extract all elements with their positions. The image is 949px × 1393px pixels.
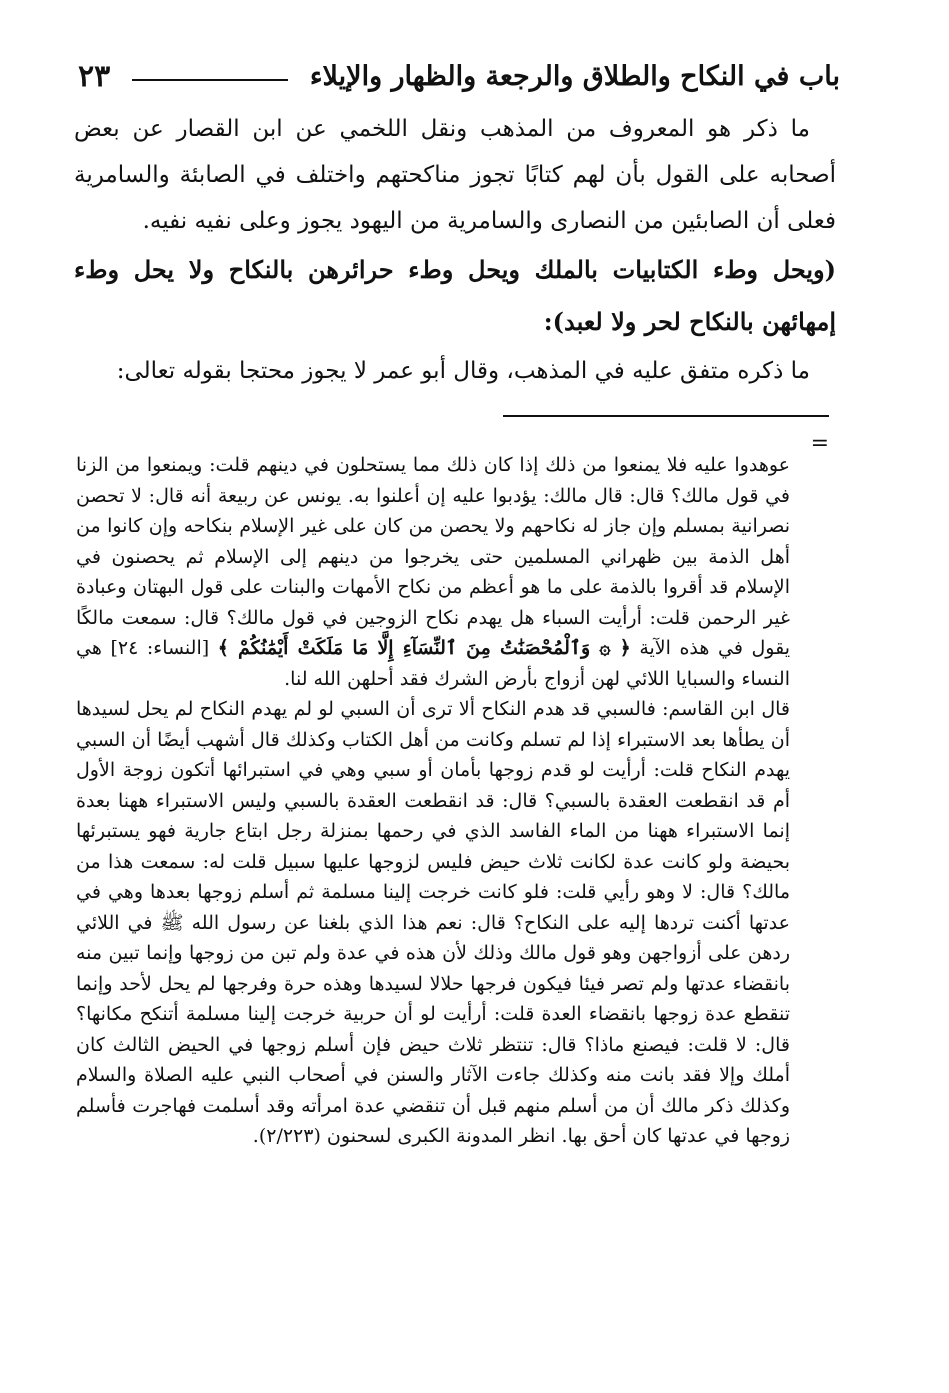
running-title: باب في النكاح والطلاق والرجعة والظهار والإيلاء xyxy=(309,60,840,92)
footnote-continuation-marker: = xyxy=(810,431,829,456)
footnote-paragraph: قال ابن القاسم: فالسبي قد هدم النكاح ألا ترى أن السبي لو لم يهدم النكاح لم يحل لسيدها أن يطأها بعد الاستبراء إذا لم تسلم وكانت من أهل الكتاب وكذلك قال أشهب أيضًا أن السبي يهدم النكاح قلت: أرأيت لو قدم زوجها بأمان أو سبي وهي في استبرائها أتكون زوجة الأول أم قد انقطعت العقدة بالسبي؟ قال: قد انقطعت العقدة بالسبي وليس الاستبراء ههنا بعدة إنما الاستبراء ههنا من الماء الفاسد الذي في رحمها بمنزلة رجل ابتاع جارية فهو يستبرئها بحيضة ولو كانت عدة لكانت ثلاث حيض فليس لزوجها عليها سبيل قلت له: سمعت هذا من مالك؟ قال: لا وهو رأيي قلت: فلو كانت خرجت إلينا مسلمة ثم أسلم زوجها بعدها وهي في عدتها أكنت تردها إليه على النكاح؟ قال: نعم هذا الذي بلغنا عن رسول الله ﷺ في اللائي ردهن على أزواجهن وهو قول مالك وذلك لأن هذه في عدة ولم تبن من زوجها وإنما تبين منه بانقضاء عدتها ولم تصر فيئا فيكون فرجها حلالا لسيدها وهذه حرة وفرجها لم يحل لأحد وإنما تنقطع عدة زوجها بانقضاء العدة قلت: أرأيت لو أن حربية خرجت إلينا مسلمة أتنكح مكانها؟ قال: لا قلت: فيصنع ماذا؟ قال: تنتظر ثلاث حيض فإن أسلم زوجها في الحيض الثالث كان أملك وإلا فقد بانت منه وكذلك جاءت الآثار والسنن في أصحاب النبي عليه الصلاة والسلام وكذلك ذكر مالك أن من أسلم منهم قبل أن تنقضي عدة امرأته وقد أسلمت فهاجرت فأسلم زوجها في عدتها كان أحق بها. انظر المدونة الكبرى لسحنون (٢/٢٢٣). xyxy=(76,698,790,1147)
main-text xyxy=(74,106,836,394)
verse-reference: [النساء: ٢٤] xyxy=(110,637,210,659)
main-paragraph: ما ذكره متفق عليه في المذهب، وقال أبو عمر لا يجوز محتجا بقوله تعالى: xyxy=(116,358,810,384)
footnote-paragraph xyxy=(76,450,790,694)
footnote xyxy=(76,450,790,1152)
page-header xyxy=(78,52,840,100)
issue-heading: (ويحل وطء الكتابيات بالملك ويحل وطء حرائرهن بالنكاح ولا يحل وطء إمهائهن بالنكاح لحر ولا لعبد): xyxy=(74,255,836,336)
main-paragraph: ما ذكر هو المعروف من المذهب ونقل اللخمي عن ابن القصار عن بعض أصحابه على القول بأن لهم كتابًا تجوز مناكحتهم واختلف في الصابئة والسامرية فعلى أن الصابئين من النصارى والسامرية من اليهود يجوز وعلى نفيه نفيه. xyxy=(74,116,836,234)
footnote-text: هي النساء والسبايا اللائي لهن أزواج بأرض الشرك فقد أحلهن الله لنا. xyxy=(76,637,790,690)
footnote-separator xyxy=(503,415,829,417)
page-number: ٢٣ xyxy=(78,58,111,94)
quran-verse: ﴿ ۞ وَٱلْمُحْصَنَٰتُ مِنَ ٱلنِّسَآءِ إِلَّا مَا مَلَكَتْ أَيْمَٰنُكُمْ ﴾ xyxy=(217,637,631,659)
footnote-text: عوهدوا عليه فلا يمنعوا من ذلك إذا كان ذلك مما يستحلون في دينهم قلت: ويمنعوا من الزنا في قول مالك؟ قال: قال مالك: يؤدبوا عليه إن أعلنوا به. يونس عن ربيعة أنه قال: لا تحصن نصرانية بمسلم وإن جاز له نكاحهم ولا يحصن من كان على غير الإسلام بنكاحه وإن كانوا من أهل الذمة بين ظهراني المسلمين حتى يخرجوا من دينهم إلى الإسلام ثم يحصنون في الإسلام قد أقروا بالذمة على ما هو أعظم من نكاح الأمهات والبنات على قول البهتان وعبادة غير الرحمن قلت: أرأيت السباء هل يهدم نكاح الزوجين في قول مالك؟ قال: سمعت مالكًا يقول في هذه الآية xyxy=(76,454,790,659)
header-rule xyxy=(132,79,288,81)
